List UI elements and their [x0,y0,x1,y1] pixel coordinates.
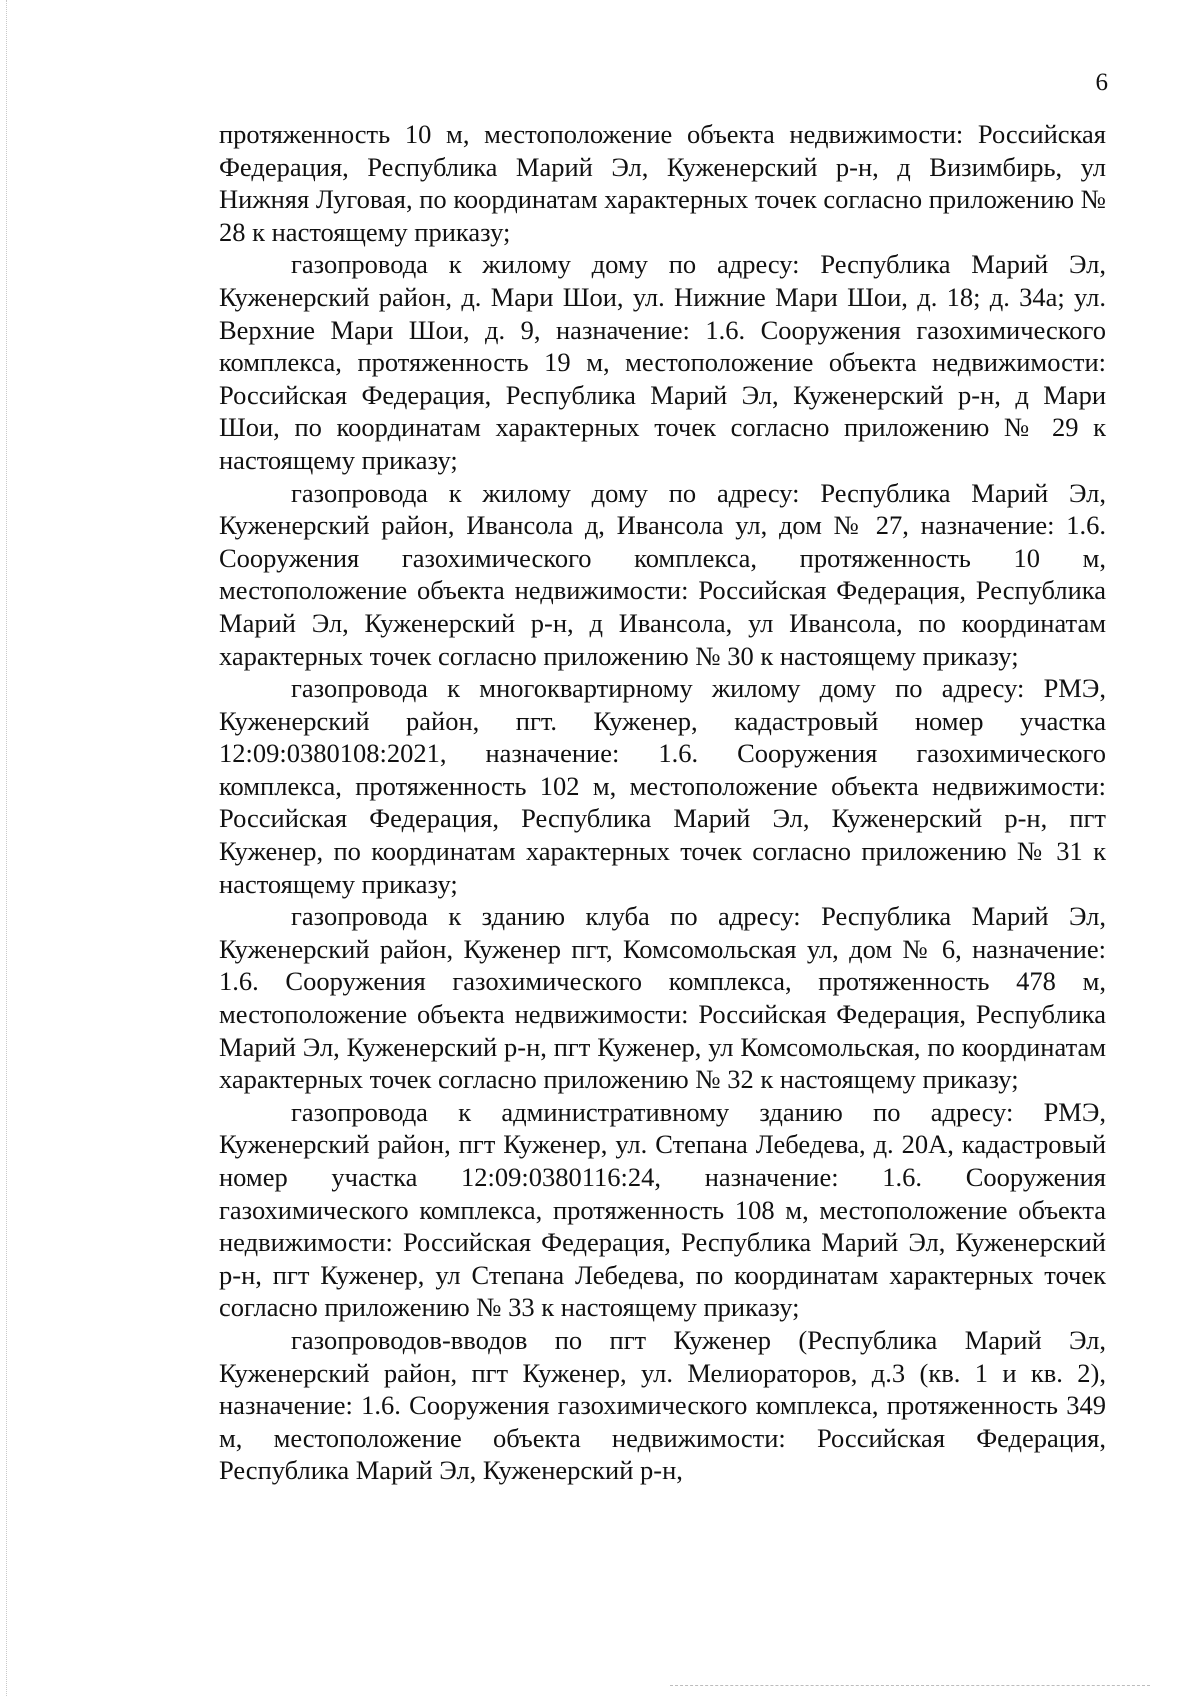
paragraph: газопровода к административному зданию по адресу: РМЭ, Куженерский район, пгт Куженер, ул. Степана Лебедева, д. 20А, кадастровый номер участка 12:09:0380116:24, назначение: 1.6. Сооружения газохимического комплекса, протяженность 108 м, местоположение объекта недвижимости: Российская Федерация, Республика Марий Эл, Куженерский р-н, пгт Куженер, ул Степана Лебедева, по координатам характерных точек согласно приложению № 33 к настоящему приказу; [219,1096,1106,1323]
scan-edge-left [6,0,7,1696]
paragraph: газопроводов-вводов по пгт Куженер (Республика Марий Эл, Куженерский район, пгт Куженер, ул. Мелиораторов, д.3 (кв. 1 и кв. 2), назначение: 1.6. Сооружения газохимического комплекса, протяженность 349 м, местоположение объекта недвижимости: Российская Федерация, Республика Марий Эл, Куженерский р-н, [219,1324,1106,1486]
scan-edge-bottom [670,1685,1150,1686]
paragraph: газопровода к многоквартирному жилому дому по адресу: РМЭ, Куженерский район, пгт. Куженер, кадастровый номер участка 12:09:0380108:2021, назначение: 1.6. Сооружения газохимического комплекса, протяженность 102 м, местоположение объекта недвижимости: Российская Федерация, Республика Марий Эл, Куженерский р-н, пгт Куженер, по координатам характерных точек согласно приложению № 31 к настоящему приказу; [219,673,1106,899]
page-number: 6 [1095,69,1108,96]
paragraph: газопровода к зданию клуба по адресу: Республика Марий Эл, Куженерский район, Куженер пгт, Комсомольская ул, дом № 6, назначение: 1.6. Сооружения газохимического комплекса, протяженность 478 м, местоположение объекта недвижимости: Российская Федерация, Республика Марий Эл, Куженерский р-н, пгт Куженер, ул Комсомольская, по координатам характерных точек согласно приложению № 32 к настоящему приказу; [219,901,1106,1095]
paragraph: газопровода к жилому дому по адресу: Республика Марий Эл, Куженерский район, д. Мари Шои, ул. Нижние Мари Шои, д. 18; д. 34а; ул. Верхние Мари Шои, д. 9, назначение: 1.6. Сооружения газохимического комплекса, протяженность 19 м, местоположение объекта недвижимости: Российская Федерация, Республика Марий Эл, Куженерский р-н, д Мари Шои, по координатам характерных точек согласно приложению № 29 к настоящему приказу; [219,249,1106,475]
document-body [219,118,1106,1487]
paragraph: протяженность 10 м, местоположение объекта недвижимости: Российская Федерация, Республика Марий Эл, Куженерский р-н, д Визимбирь, ул Нижняя Луговая, по координатам характерных точек согласно приложению № 28 к настоящему приказу; [219,119,1106,247]
paragraph: газопровода к жилому дому по адресу: Республика Марий Эл, Куженерский район, Ивансола д, Ивансола ул, дом № 27, назначение: 1.6. Сооружения газохимического комплекса, протяженность 10 м, местоположение объекта недвижимости: Российская Федерация, Республика Марий Эл, Куженерский р-н, д Ивансола, ул Ивансола, по координатам характерных точек согласно приложению № 30 к настоящему приказу; [219,477,1106,671]
